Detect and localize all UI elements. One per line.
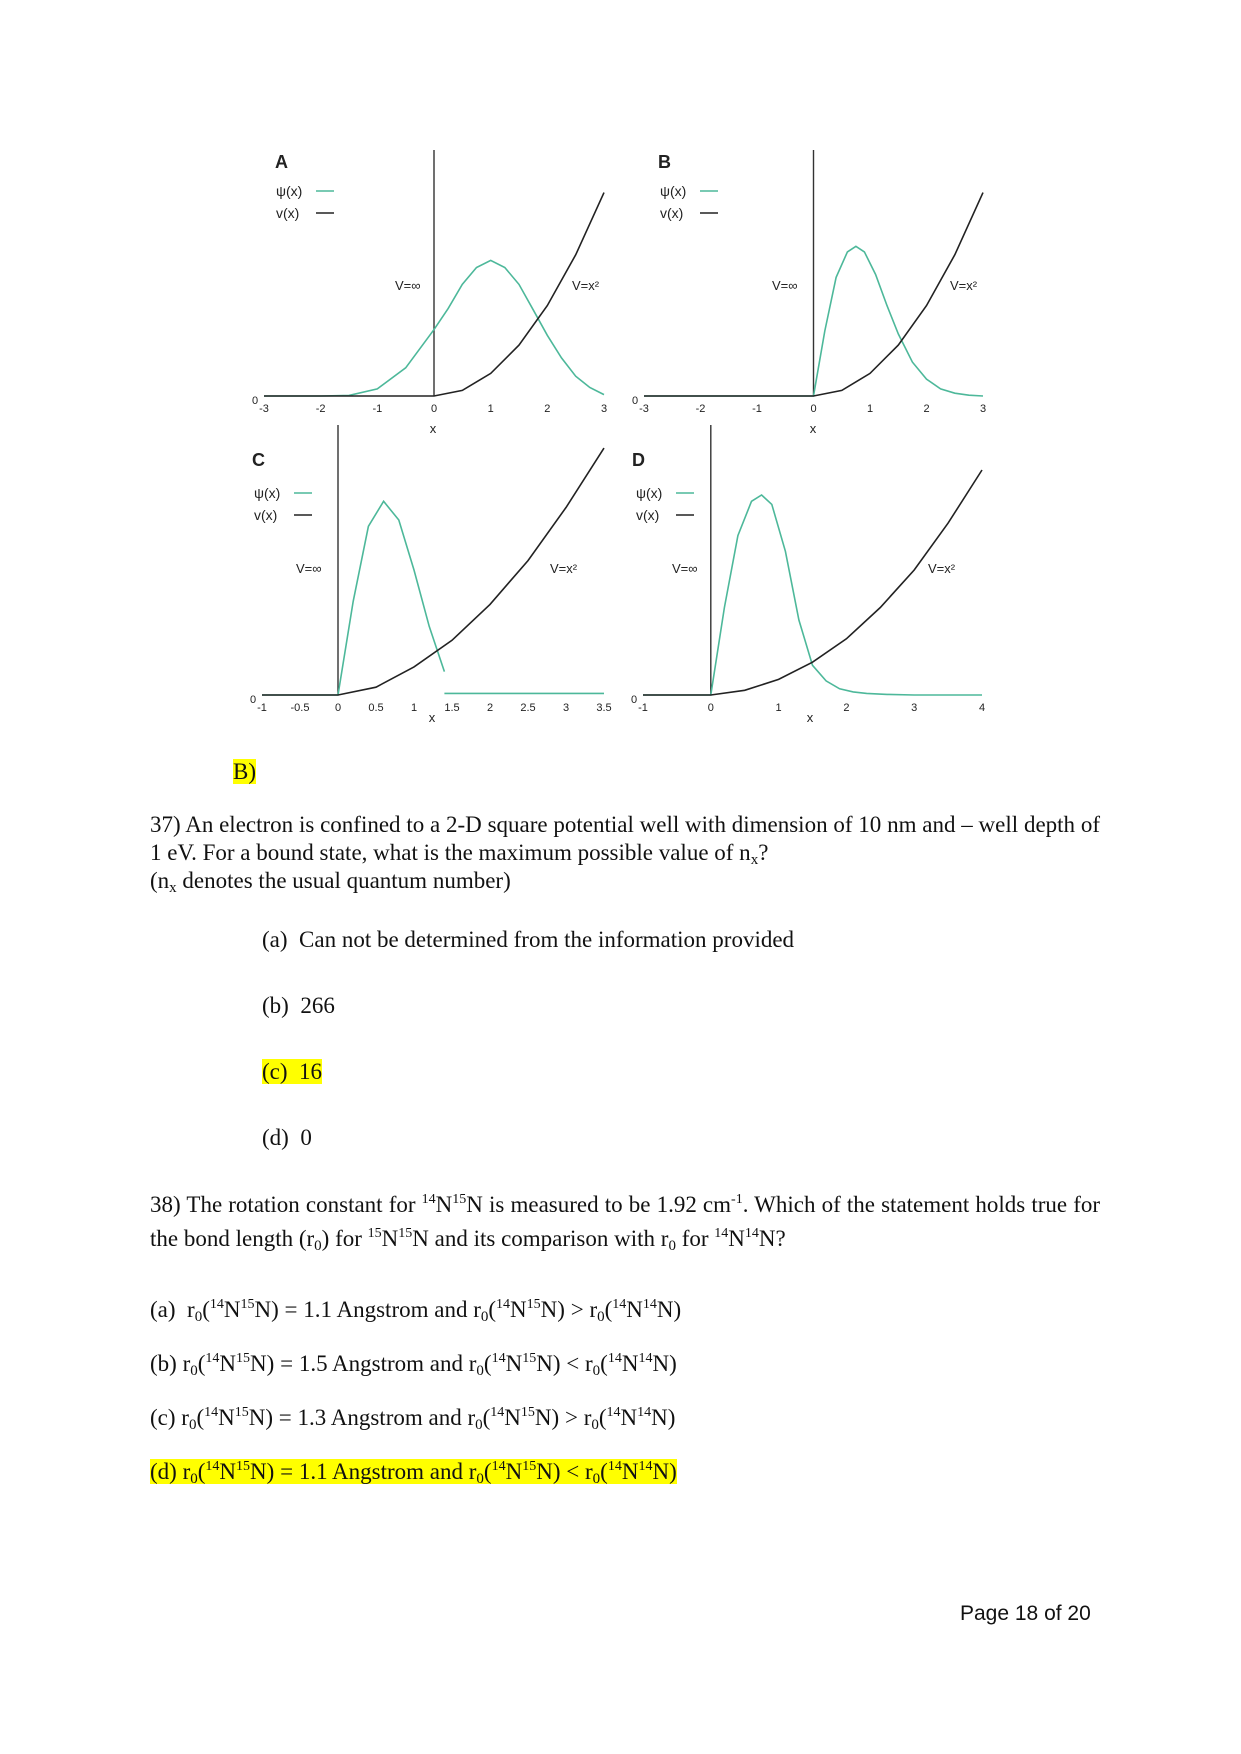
legend-label: ψ(x) [254, 485, 281, 501]
legend-label: v(x) [636, 507, 660, 523]
legend-label: v(x) [276, 205, 300, 221]
panel-a [264, 150, 604, 396]
x-tick-label: 1 [410, 702, 418, 714]
q38-option-b: (b) $r_0(^{14}N^{15}N) = 1.5$ Angstrom and $r_0(^{14}N^{15}N) < r_0(^{14}N^{14}N)$ [150, 1351, 677, 1379]
x-tick-label: -3 [639, 403, 649, 415]
series-x-line [643, 495, 982, 695]
v-x-squared-annotation: V=x² [928, 561, 956, 576]
x-tick-label: -0.5 [290, 702, 310, 714]
y-tick-label: 0 [630, 694, 638, 706]
question-38: 38) The rotation constant for $^{14}N^{15}N$ is measured to be 1.92 $cm^{-1}$. Which of the statement holds true for the bond length $(r_0)$ for $^{15}N^{15}N$ and its comparison with $r_0$ for $^{14}N^{14}N$? [150, 1192, 1101, 1254]
q37-option-d: (d) 0 [262, 1125, 312, 1150]
panel-b [644, 150, 983, 396]
v-infinity-annotation: V=∞ [772, 278, 798, 293]
x-tick-label: 3 [562, 702, 570, 714]
legend-label: v(x) [254, 507, 278, 523]
x-axis-label: x [429, 421, 437, 436]
q38-option-a: (a) $r_0(^{14}N^{15}N) = 1.1$ Angstrom and $r_0(^{14}N^{15}N) > r_0(^{14}N^{14}N)$ [150, 1297, 682, 1325]
series-vx-line [643, 470, 982, 695]
q38-option-d: (d) $r_0(^{14}N^{15}N) = 1.1$ Angstrom and $r_0(^{14}N^{15}N) < r_0(^{14}N^{14}N)$ [150, 1459, 677, 1487]
panel-letter: D [632, 450, 645, 470]
v-infinity-annotation: V=∞ [296, 561, 322, 576]
x-axis-label: x [809, 421, 817, 436]
x-tick-label: -3 [259, 403, 269, 415]
x-tick-label: 2.5 [520, 702, 536, 714]
x-tick-label: 3 [979, 403, 987, 415]
x-tick-label: -1 [372, 403, 383, 415]
v-infinity-annotation: V=∞ [395, 278, 421, 293]
x-tick-label: -1 [257, 702, 267, 714]
x-tick-label: 1 [866, 403, 874, 415]
y-tick-label: 0 [249, 694, 257, 706]
x-axis-label: x [806, 710, 814, 725]
question-37: 37) An electron is confined to a 2-D square potential well with dimension of 10 nm and – well depth of 1 eV. For a bound state, what is the maximum possible value of $n_x$? ($n_x$ denotes the usual quantum number) [150, 812, 1100, 896]
x-tick-label: 0 [430, 403, 438, 415]
x-tick-label: 2 [923, 403, 930, 415]
legend-label: ψ(x) [636, 485, 663, 501]
x-tick-label: 1 [487, 403, 494, 415]
legend-label: v(x) [660, 205, 684, 221]
v-x-squared-annotation: V=x² [950, 278, 978, 293]
y-tick-label: 0 [251, 395, 259, 407]
x-tick-label: 2 [843, 702, 850, 714]
panel-c [262, 425, 604, 695]
x-axis-label: x [428, 710, 436, 725]
q37-option-c: (c) 16 [262, 1059, 323, 1084]
panel-d [643, 425, 982, 695]
panel-letter: C [252, 450, 265, 470]
v-infinity-annotation: V=∞ [672, 561, 698, 576]
x-tick-label: 3 [600, 403, 608, 415]
x-tick-label: 3.5 [596, 702, 612, 714]
x-tick-label: -1 [752, 403, 762, 415]
x-tick-label: 4 [978, 702, 986, 714]
v-x-squared-annotation: V=x² [572, 278, 600, 293]
page-number: Page 18 of 20 [960, 1602, 1091, 1625]
x-tick-label: 0 [810, 403, 817, 415]
x-tick-label: -2 [315, 403, 326, 415]
panel-letter: B [658, 152, 671, 172]
x-tick-label: 2 [544, 403, 551, 415]
x-tick-label: 2 [486, 702, 494, 714]
q38-option-c: (c) $r_0(^{14}N^{15}N) = 1.3$ Angstrom and $r_0(^{14}N^{15}N) > r_0(^{14}N^{14}N)$ [150, 1405, 676, 1433]
wavefunction-figure [0, 0, 1241, 750]
x-tick-label: 0 [707, 702, 714, 714]
legend-label: ψ(x) [276, 183, 303, 199]
legend-label: ψ(x) [660, 183, 687, 199]
answer-36: B) [233, 759, 256, 784]
x-tick-label: -1 [638, 702, 648, 714]
q37-option-a: (a) Can not be determined from the information provided [262, 927, 795, 952]
y-tick-label: 0 [631, 395, 639, 407]
v-x-squared-annotation: V=x² [550, 561, 578, 576]
panel-letter: A [275, 152, 288, 172]
x-tick-label: 0 [334, 702, 342, 714]
x-tick-label: -2 [695, 403, 706, 415]
series-x-line [262, 501, 444, 695]
x-tick-label: 1.5 [444, 702, 460, 714]
x-tick-label: 0.5 [368, 702, 384, 714]
x-tick-label: 3 [911, 702, 918, 714]
x-tick-label: 1 [775, 702, 782, 714]
q37-option-b: (b) 266 [262, 993, 335, 1018]
